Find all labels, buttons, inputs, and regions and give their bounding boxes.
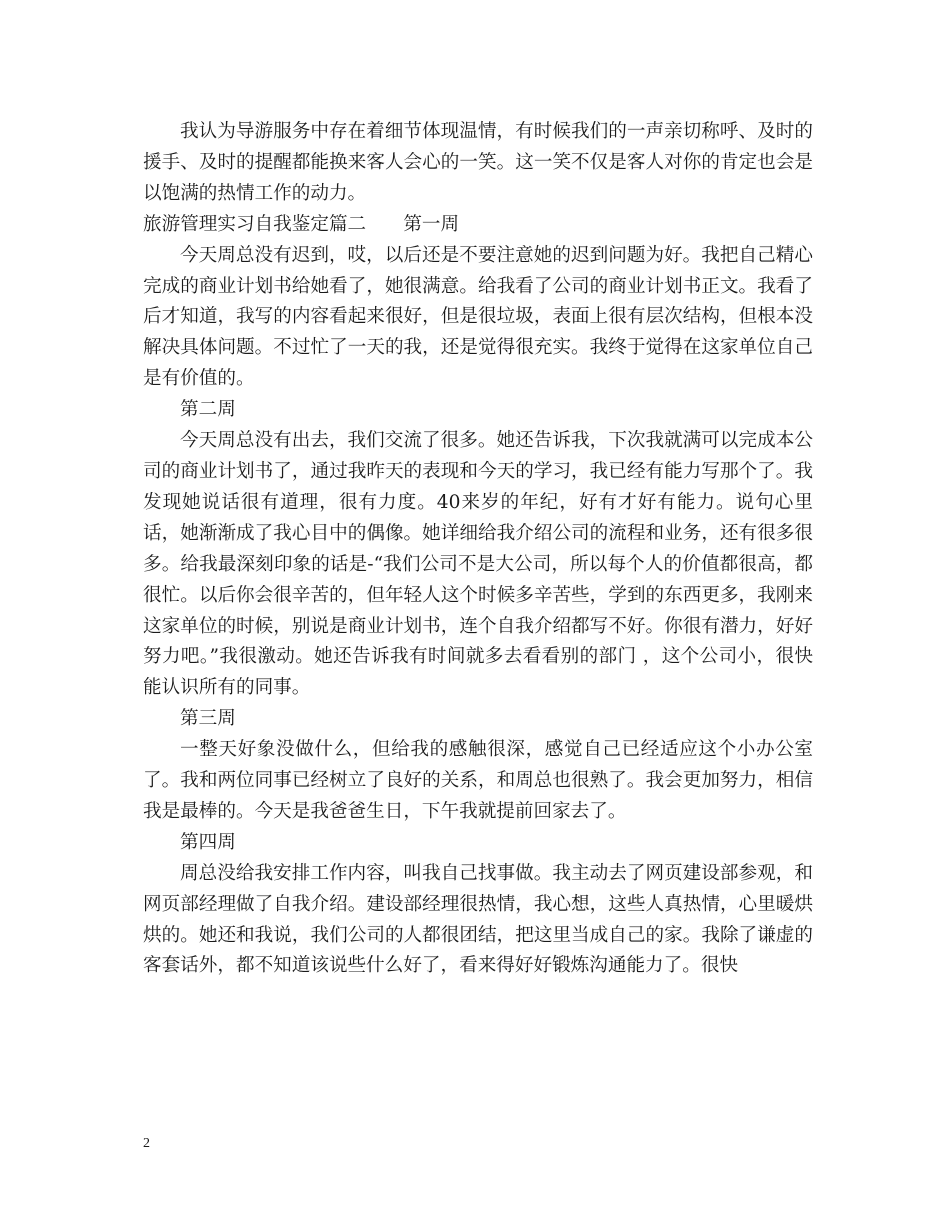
- paragraph-week-4: 周总没给我安排工作内容，叫我自己找事做。我主动去了网页建设部参观，和网页部经理做了自我介绍。建设部经理很热情，我心想，这些人真热情，心里暖烘烘的。她还和我说，我们公司的人都很团结，把这里当成自己的家。我除了谦虚的客套话外，都不知道该说些什么好了，看来得好好锻炼沟通能力了。很快: [143, 862, 813, 977]
- paragraph-intro: 我认为导游服务中存在着细节体现温情，有时候我们的一声亲切称呼、及时的援手、及时的提醒都能换来客人会心的一笑。这一笑不仅是客人对你的肯定也会是以饱满的热情工作的动力。: [143, 121, 813, 204]
- section-heading-week-2: 第二周: [180, 399, 236, 421]
- paragraph-week-1: 今天周总没有迟到，哎，以后还是不要注意她的迟到问题为好。我把自己精心完成的商业计划书给她看了，她很满意。给我看了公司的商业计划书正文。我看了后才知道，我写的内容看起来很好，但是很垃圾，表面上很有层次结构，但根本没解决具体问题。不过忙了一天的我，还是觉得很充实。我终于觉得在这家单位自己是有价值的。: [143, 244, 813, 390]
- section-heading-week-1: 旅游管理实习自我鉴定篇二 第一周: [143, 213, 460, 235]
- document-body: [143, 117, 813, 982]
- section-heading-week-4: 第四周: [180, 831, 236, 853]
- paragraph-week-2: 今天周总没有出去，我们交流了很多。她还告诉我，下次我就满可以完成本公司的商业计划书了，通过我昨天的表现和今天的学习，我已经有能力写那个了。我发现她说话很有道理，很有力度。40来岁的年纪，好有才好有能力。说句心里话，她渐渐成了我心目中的偶像。她详细给我介绍公司的流程和业务，还有很多很多。给我最深刻印象的话是-“我们公司不是大公司，所以每个人的价值都很高，都很忙。以后你会很辛苦的，但年轻人这个时候多辛苦些，学到的东西更多，我刚来这家单位的时候，别说是商业计划书，连个自我介绍都写不好。你很有潜力，好好努力吧。”我很激动。她还告诉我有时间就多去看看别的部门 ，这个公司小，很快能认识所有的同事。: [143, 430, 813, 699]
- section-heading-week-3: 第三周: [180, 708, 236, 730]
- page-number: 2: [143, 1136, 150, 1151]
- paragraph-week-3: 一整天好象没做什么，但给我的感触很深，感觉自己已经适应这个小办公室了。我和两位同事已经树立了良好的关系，和周总也很熟了。我会更加努力，相信我是最棒的。今天是我爸爸生日，下午我就提前回家去了。: [143, 739, 813, 822]
